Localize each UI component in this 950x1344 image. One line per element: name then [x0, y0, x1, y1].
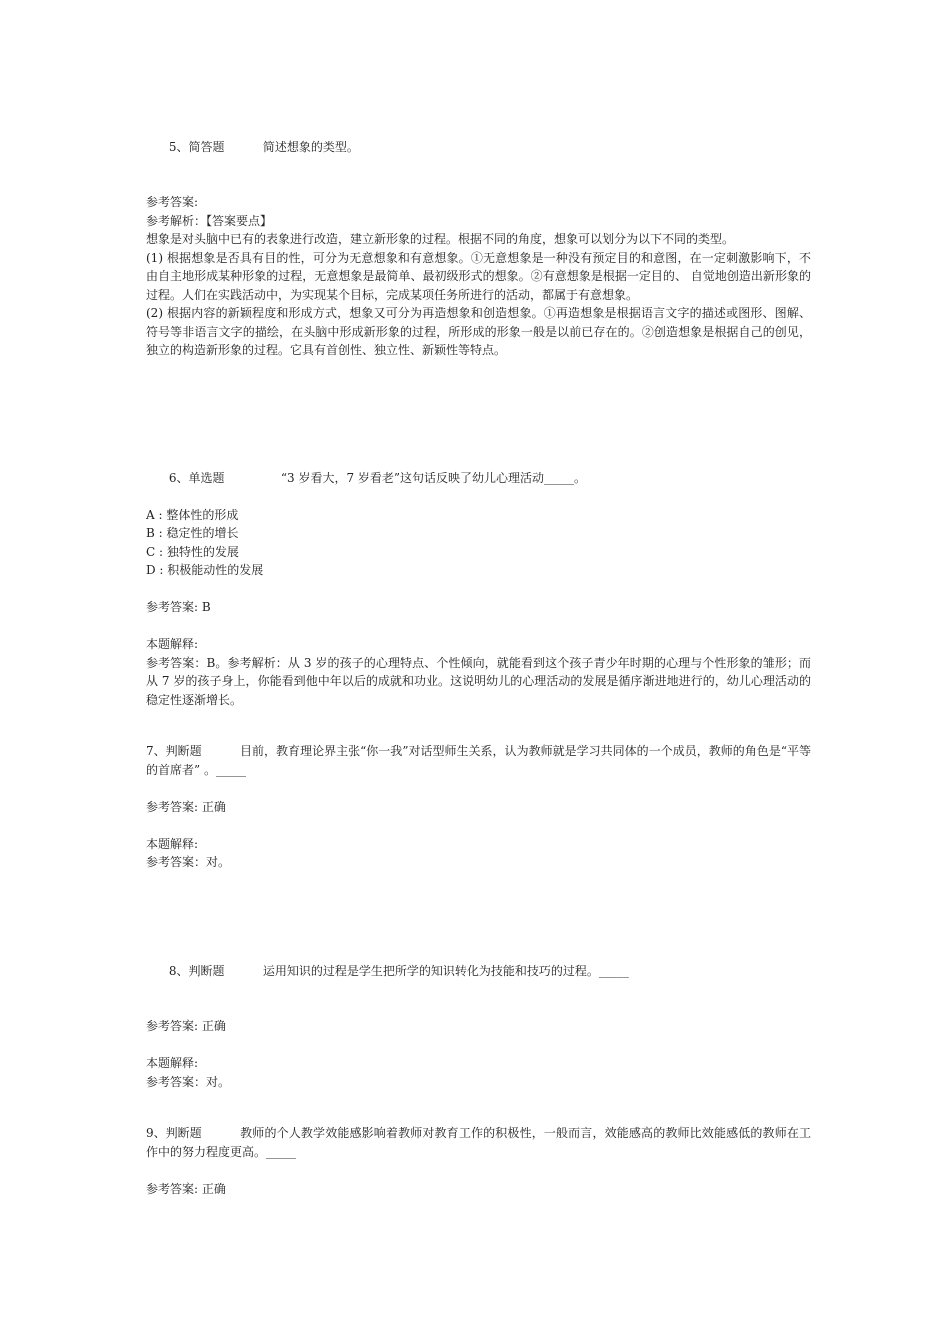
- answer-line: 参考答案: 正确: [146, 1019, 226, 1033]
- option-b: B : 稳定性的增长: [146, 526, 239, 540]
- analysis-paragraph: 参考答案：对。: [146, 1074, 231, 1089]
- option-c: C : 独特性的发展: [146, 544, 239, 559]
- question-6: [146, 450, 811, 709]
- question-number-type: 9、判断题: [146, 1126, 202, 1140]
- answer-label: 参考答案:: [146, 195, 199, 209]
- question-stem: “3 岁看大，7 岁看老”这句话反映了幼儿心理活动_____。: [280, 470, 587, 485]
- analysis-label: 本题解释:: [146, 836, 199, 851]
- answer-line: 参考答案: B: [146, 600, 211, 614]
- question-9: [146, 1124, 811, 1198]
- question-8: [146, 943, 811, 1091]
- analysis-paragraph: 想象是对头脑中已有的表象进行改造，建立新形象的过程。根据不同的角度，想象可以划分为以下不同的类型。: [146, 232, 735, 246]
- question-5: [146, 119, 811, 360]
- question-stem: 简述想象的类型。: [262, 139, 359, 154]
- question-header: [146, 119, 811, 175]
- analysis-paragraph: 参考答案：对。: [146, 855, 231, 869]
- analysis-label: 本题解释:: [146, 1056, 199, 1070]
- option-d: D : 积极能动性的发展: [146, 563, 264, 577]
- question-header: [146, 943, 811, 999]
- question-7: [146, 742, 811, 872]
- analysis-paragraph: (1) 根据想象是否具有目的性，可分为无意想象和有意想象。①无意想象是一种没有预定目的和意图，在一定刺激影响下，不由自主地形成某种形象的过程，无意想象是最简单、最初级形式的想象。②有意想象是根据一定目的、 自觉地创造出新形象的过程。人们在实践活动中，为实现某个目标，完成某项任务所进行的活动，都属于有意想象。: [146, 250, 811, 302]
- answer-value: B: [201, 600, 211, 614]
- question-header: [146, 1124, 811, 1161]
- answer-value: 正确: [201, 1181, 226, 1196]
- answer-value: 正确: [201, 1019, 226, 1033]
- answer-line: 参考答案: 正确: [146, 799, 226, 814]
- analysis-paragraph: (2) 根据内容的新颖程度和形成方式，想象又可分为再造想象和创造想象。①再造想象是根据语言文字的描述或图形、图解、符号等非语言文字的描绘，在头脑中形成新形象的过程，所形成的形象一般是以前已存在的。②创造想象是根据自己的创见，独立的构造新形象的过程。它具有首创性、独立性、新颖性等特点。: [146, 306, 811, 357]
- question-stem: 目前，教育理论界主张“你一我”对话型师生关系，认为教师就是学习共同体的一个成员，教师的角色是“平等的首席者” 。_____: [146, 744, 811, 777]
- question-stem: 运用知识的过程是学生把所学的知识转化为技能和技巧的过程。_____: [262, 963, 629, 978]
- answer-value: 正确: [201, 799, 226, 814]
- question-number-type: 6、单选题: [168, 470, 225, 485]
- question-number-type: 8、判断题: [168, 963, 225, 978]
- question-number-type: 7、判断题: [146, 744, 202, 758]
- analysis-label: 本题解释:: [146, 637, 199, 651]
- question-number-type: 5、简答题: [168, 139, 225, 154]
- analysis-label: 参考解析：【答案要点】: [146, 213, 273, 228]
- question-stem: 教师的个人教学效能感影响着教师对教育工作的积极性，一般而言，效能感高的教师比效能感低的教师在工作中的努力程度更高。_____: [146, 1126, 811, 1159]
- question-header: [146, 450, 811, 506]
- answer-line: 参考答案: 正确: [146, 1181, 226, 1196]
- option-a: A : 整体性的形成: [146, 507, 239, 522]
- analysis-paragraph: 参考答案：B。参考解析：从 3 岁的孩子的心理特点、个性倾向，就能看到这个孩子青少年时期的心理与个性形象的雏形；而从 7 岁的孩子身上，你能看到他中年以后的成就和功业。这说明幼儿的心理活动的发展是循序渐进地进行的，幼儿心理活动的稳定性逐渐增长。: [146, 655, 811, 707]
- question-header: [146, 742, 811, 779]
